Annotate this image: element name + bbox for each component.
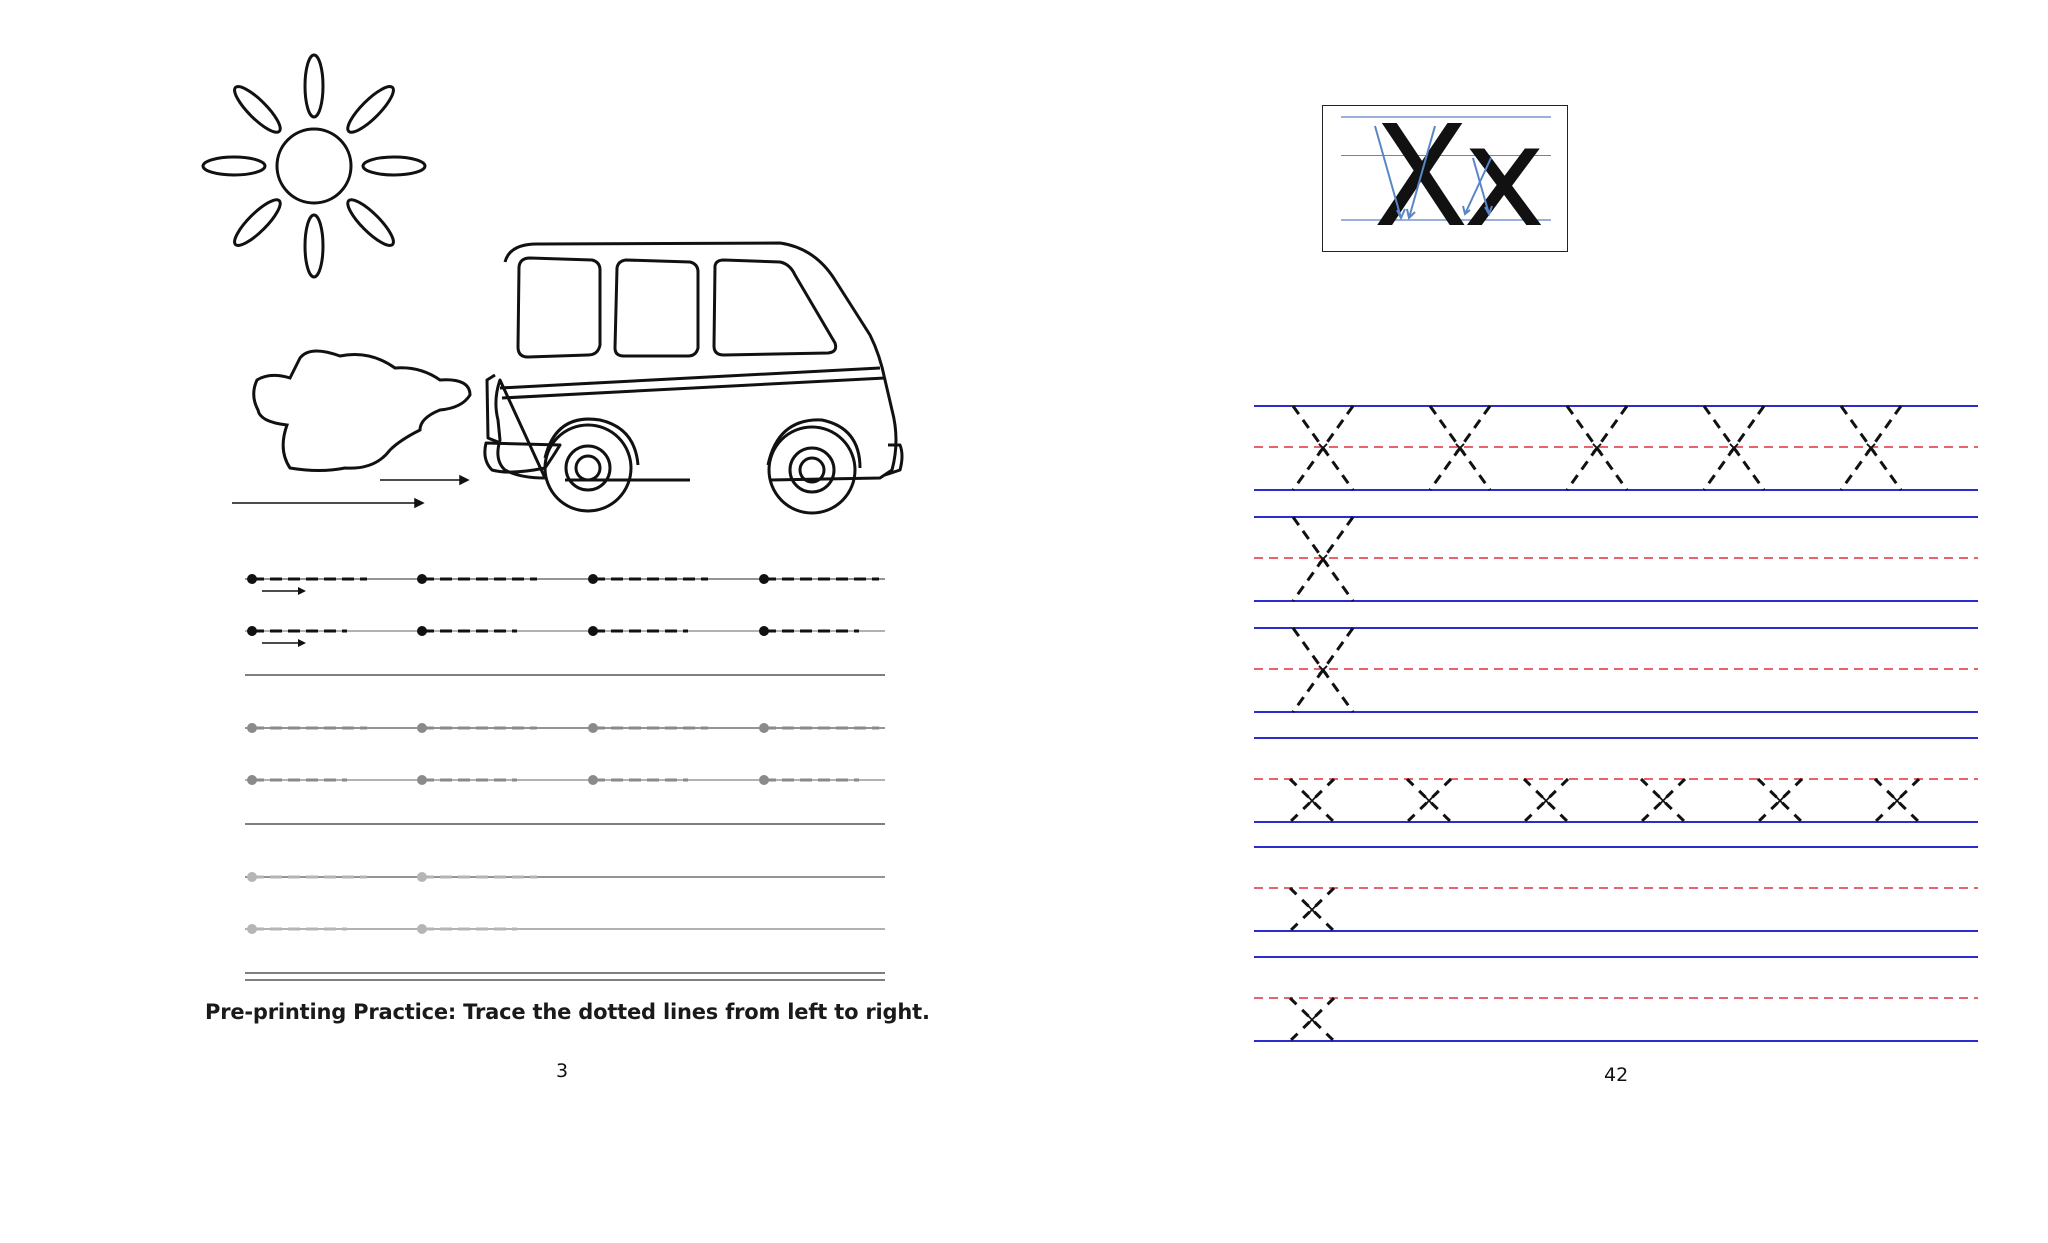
van-illustration <box>485 243 902 513</box>
exhaust-cloud-illustration <box>254 351 470 471</box>
start-mark: × <box>1316 438 1330 457</box>
start-dot <box>588 626 598 636</box>
start-mark: × <box>1590 438 1604 457</box>
sun-ray <box>305 215 323 277</box>
start-mark: × <box>1656 791 1670 810</box>
start-mark: × <box>1316 660 1330 679</box>
direction-arrow-head <box>298 587 306 595</box>
start-dot <box>759 574 769 584</box>
start-dot <box>247 626 257 636</box>
direction-arrow-head <box>298 639 306 647</box>
page-number-left: 3 <box>556 1060 569 1082</box>
model-letters: Xx <box>1373 96 1540 259</box>
right-page-artwork <box>1200 0 2048 1243</box>
handwriting-guide-lines <box>1254 406 1978 1041</box>
start-dot <box>417 574 427 584</box>
sun-ray <box>363 157 425 175</box>
start-dot <box>247 723 257 733</box>
sun-illustration <box>203 55 425 277</box>
instruction-text: Pre-printing Practice: Trace the dotted lines from left to right. <box>205 1000 930 1024</box>
start-mark: × <box>1422 791 1436 810</box>
start-dot <box>759 723 769 733</box>
start-dot <box>247 924 257 934</box>
start-dot <box>759 775 769 785</box>
start-dot <box>759 626 769 636</box>
left-trace-rows <box>245 574 885 980</box>
start-dot <box>417 924 427 934</box>
start-mark: × <box>1453 438 1467 457</box>
tracing-letters <box>1290 406 1919 1041</box>
start-mark: × <box>1305 791 1319 810</box>
sun-ray <box>229 194 286 251</box>
start-mark: × <box>1539 791 1553 810</box>
start-mark: × <box>1773 791 1787 810</box>
start-dot <box>417 775 427 785</box>
sun-ray <box>203 157 265 175</box>
start-dot <box>588 775 598 785</box>
sun-ray <box>342 194 399 251</box>
sun-ray <box>342 81 399 138</box>
right-page <box>1200 0 2048 1243</box>
start-dot <box>247 872 257 882</box>
start-mark: × <box>1316 549 1330 568</box>
start-dot <box>417 626 427 636</box>
sun-ray <box>305 55 323 117</box>
start-mark: × <box>1727 438 1741 457</box>
start-dot <box>417 723 427 733</box>
start-mark: × <box>1864 438 1878 457</box>
motion-arrows <box>232 476 468 507</box>
start-mark: × <box>1305 1010 1319 1029</box>
start-mark: × <box>1890 791 1904 810</box>
start-dot <box>588 574 598 584</box>
start-dot <box>247 775 257 785</box>
start-dot <box>588 723 598 733</box>
page-number-right: 42 <box>1604 1064 1629 1086</box>
start-mark: × <box>1305 900 1319 919</box>
sun-ray <box>229 81 286 138</box>
start-dot <box>417 872 427 882</box>
start-dot <box>247 574 257 584</box>
